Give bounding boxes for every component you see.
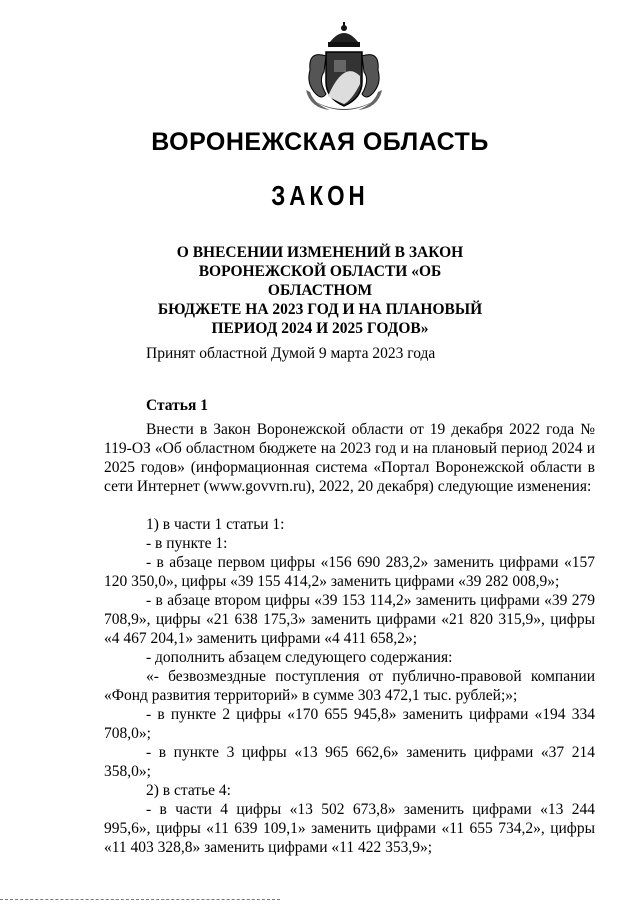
- article-item: - в абзаце первом цифры «156 690 283,2» заменить цифрами «157 120 350,0», цифры «39 155 414,2» заменить цифрами «39 282 008,9»;: [104, 554, 595, 590]
- document-type-heading: ЗАКОН: [271, 180, 369, 211]
- footer-divider: [0, 899, 280, 901]
- article-item: «- безвозмездные поступления от публично-правовой компании «Фонд развития территорий» в сумме 303 472,1 тыс. рублей;»;: [104, 668, 595, 704]
- article-intro: Внести в Закон Воронежской области от 19 декабря 2022 года № 119-ОЗ «Об областном бюджете на 2023 год и на плановый период 2024 и 2025 годов» (информационная система «Портал Воронежской области в сети Интернет (www.govvrn.ru), 2022, 20 декабря) следующие изменения:: [104, 421, 595, 495]
- law-title-line: О ВНЕСЕНИИ ИЗМЕНЕНИЙ В ЗАКОН: [176, 244, 464, 261]
- region-name: ВОРОНЕЖСКАЯ ОБЛАСТЬ: [151, 128, 489, 156]
- article-heading: Статья 1: [146, 397, 208, 414]
- article-item: - в пункте 1:: [146, 535, 228, 552]
- coat-of-arms-emblem: [300, 20, 388, 116]
- article-body: [104, 420, 595, 857]
- article-item: 1) в части 1 статьи 1:: [146, 516, 285, 533]
- article-item: 2) в статье 4:: [146, 782, 231, 799]
- article-item: - в части 4 цифры «13 502 673,8» заменить цифрами «13 244 995,6», цифры «11 639 109,1» заменить цифрами «11 655 734,2», цифры «11 403 328,8» заменить цифрами «11 422 353,9»;: [104, 801, 595, 856]
- article-item: - в пункте 3 цифры «13 965 662,6» заменить цифрами «37 214 358,0»;: [104, 744, 595, 780]
- law-title: [150, 243, 490, 338]
- adoption-note: Принят областной Думой 9 марта 2023 года: [146, 345, 436, 362]
- article-item: - в абзаце втором цифры «39 153 114,2» заменить цифрами «39 279 708,9», цифры «21 638 175,3» заменить цифрами «21 820 315,9», цифры «4 467 204,1» заменить цифрами «4 411 658,2»;: [104, 592, 595, 647]
- law-title-line: ВОРОНЕЖСКОЙ ОБЛАСТИ «ОБ ОБЛАСТНОМ: [198, 263, 442, 299]
- article-item: - дополнить абзацем следующего содержания:: [146, 649, 453, 666]
- article-item: - в пункте 2 цифры «170 655 945,8» заменить цифрами «194 334 708,0»;: [104, 706, 595, 742]
- law-title-line: БЮДЖЕТЕ НА 2023 ГОД И НА ПЛАНОВЫЙ: [157, 301, 483, 318]
- law-title-line: ПЕРИОД 2024 И 2025 ГОДОВ»: [211, 320, 429, 337]
